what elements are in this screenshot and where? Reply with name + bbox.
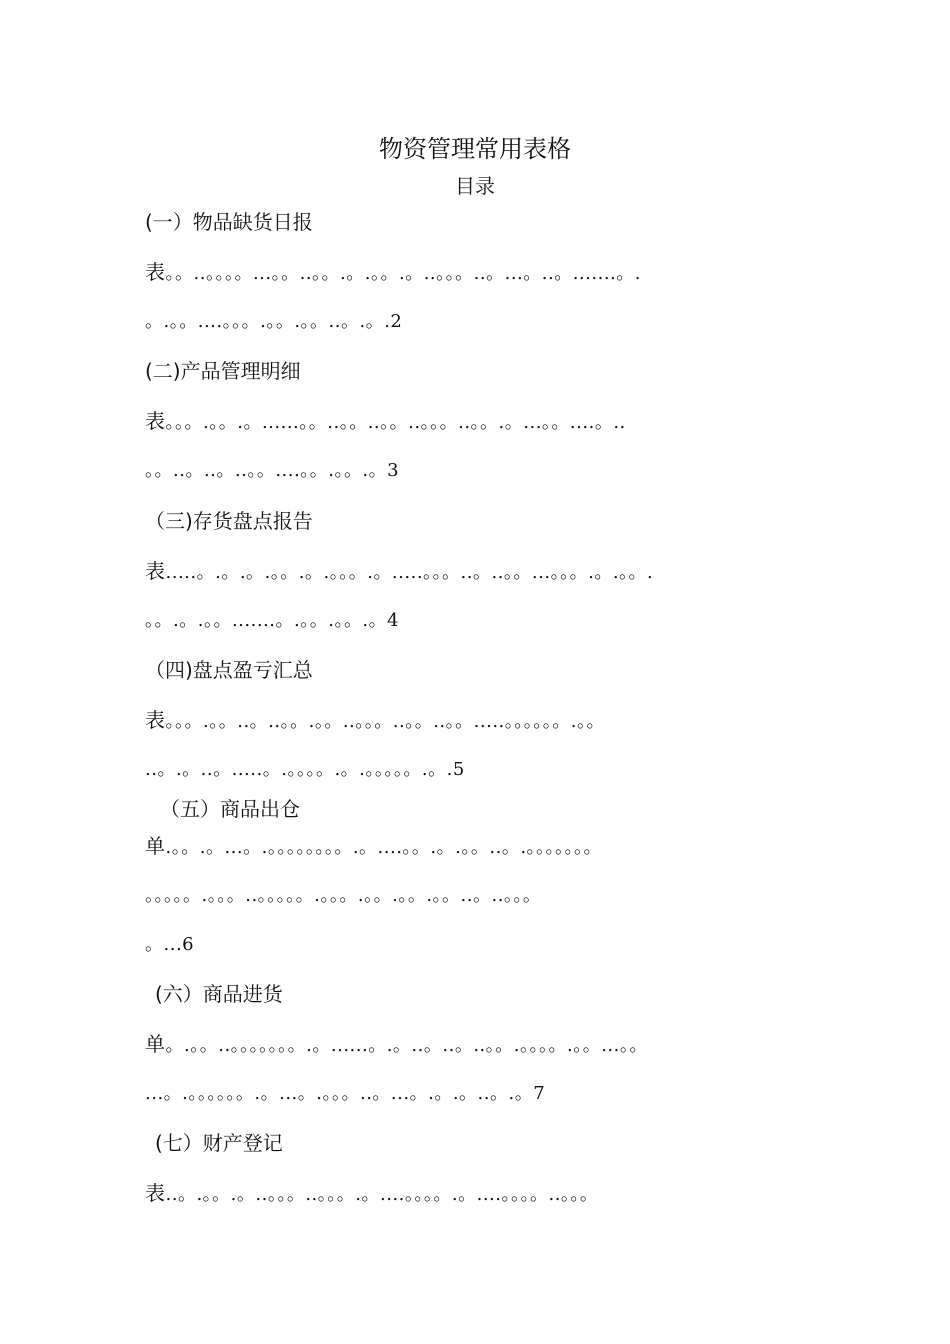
toc-entry-dot-leader: .。。.。...。.。。。。。。。。.。....。。.。.。。..。.。。。。。。。 (165, 837, 603, 858)
toc-entry-dot-leader: 。。.。.。。.......。.。。.。。.。4 (145, 610, 400, 631)
toc-entry-leader-line (145, 457, 399, 485)
toc-entry-leader-line (145, 607, 399, 635)
toc-entry-leader-line (145, 258, 641, 288)
toc-entry-heading[interactable]: （四)盘点盈亏汇总 (145, 658, 313, 682)
toc-entry-dot-leader: 。。。.。。..。..。。.。。..。。。..。。..。。.....。。。。。。.。。 (165, 711, 605, 732)
toc-entry-leader-line (145, 1030, 648, 1060)
toc-entry-leader-line (145, 706, 605, 736)
toc-entry-heading[interactable]: (七）财产登记 (155, 1131, 283, 1155)
toc-entry-dot-leader: .....。.。.。.。。.。.。。。.。.....。。。..。..。。...。。。.。.。。. (165, 562, 654, 583)
toc-entry-leader-line (145, 832, 602, 862)
toc-entry-dot-leader: 。.。。..。。。。。。。.。......。.。..。..。..。。.。。。。.。。...。。 (165, 1035, 648, 1056)
toc-entry-dot-leader: ...。.。。。。。。.。...。.。。。..。...。.。.。..。.。7 (145, 1083, 546, 1104)
toc-entry-leader-line (145, 1080, 545, 1108)
toc-entry-heading[interactable]: (二)产品管理明细 (145, 359, 301, 383)
toc-entry-leader-line (145, 931, 194, 959)
toc-entry-dot-leader: 。。。.。。.。......。。..。。..。。..。。。..。。.。...。。....。.. (165, 412, 626, 433)
toc-entry-dot-leader: 。。..。。。。...。。..。。.。.。。.。..。。。..。...。..。.......。. (165, 263, 641, 284)
toc-heading: 目录 (455, 174, 495, 198)
toc-entry-dot-leader: 。。。。。.。。。..。。。。。.。。。.。。.。。.。。..。..。。。 (145, 885, 542, 906)
toc-entry-lead-char: 表 (145, 559, 166, 583)
toc-entry-leader-line (145, 1179, 598, 1209)
toc-entry-leader-line (145, 557, 653, 587)
toc-entry-heading[interactable]: （五）商品出仓 (160, 797, 300, 821)
toc-entry-leader-line (145, 308, 402, 336)
toc-entry-dot-leader: 。.。。....。。。.。。.。。..。.。.2 (145, 311, 403, 332)
toc-entry-lead-char: 单 (145, 834, 166, 858)
toc-entry-dot-leader: 。。..。..。..。。....。。.。。.。3 (145, 460, 400, 481)
toc-entry-lead-char: 表 (145, 708, 166, 732)
toc-entry-lead-char: 表 (145, 260, 166, 284)
toc-entry-leader-line (145, 407, 626, 437)
toc-entry-lead-char: 表 (145, 409, 166, 433)
toc-entry-heading[interactable]: (一）物品缺货日报 (145, 210, 313, 234)
toc-entry-dot-leader: ..。.。..。.....。.。。。。.。.。。。。。.。.5 (145, 759, 465, 780)
toc-entry-heading[interactable]: （三)存货盘点报告 (145, 509, 313, 533)
toc-entry-dot-leader: 。...6 (145, 934, 195, 955)
toc-entry-dot-leader: ..。.。。.。..。。。..。。。.。....。。。。.。....。。。。..。。。 (165, 1184, 599, 1205)
document-title: 物资管理常用表格 (379, 135, 571, 163)
toc-entry-lead-char: 表 (145, 1181, 166, 1205)
toc-entry-leader-line (145, 756, 465, 784)
toc-entry-lead-char: 单 (145, 1032, 166, 1056)
toc-entry-heading[interactable]: (六）商品进货 (155, 982, 283, 1006)
toc-entry-leader-line (145, 882, 541, 910)
